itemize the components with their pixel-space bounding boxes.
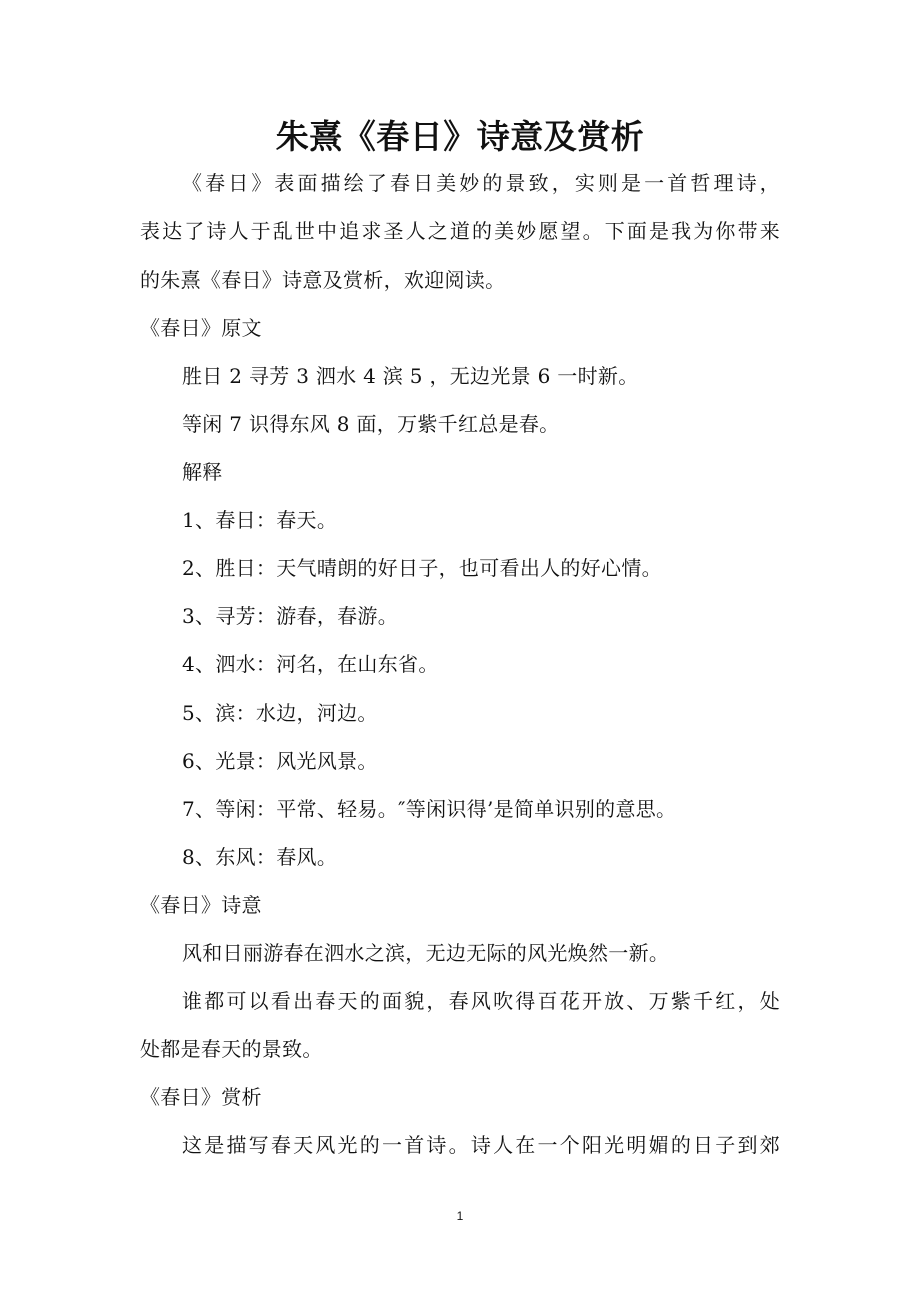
note-item: 7、等闲：平常、轻易。″等闲识得’是简单识别的意思。 [182,797,677,821]
verse-line-2: 等闲 7 识得东风 8 面，万紫千红总是春。 [182,412,560,436]
meaning-paragraph-2-line-1: 谁都可以看出春天的面貌，春风吹得百花开放、万紫千红，处 [182,989,780,1013]
note-item: 5、滨：水边，河边。 [182,701,378,725]
intro-line-1: 《春日》表面描绘了春日美妙的景致，实则是一首哲理诗， [182,171,780,195]
note-item: 8、东风：春风。 [182,845,338,869]
note-item: 1、春日：春天。 [182,508,338,532]
meaning-paragraph-2-line-2: 处都是春天的景致。 [140,1037,323,1061]
meaning-paragraph-1: 风和日丽游春在泗水之滨，无边无际的风光焕然一新。 [182,941,670,965]
analysis-paragraph-1 [140,1122,780,1169]
notes-heading: 解释 [182,460,223,484]
note-item: 2、胜日：天气晴朗的好日子，也可看出人的好心情。 [182,556,662,580]
note-item: 3、寻芳：游春，春游。 [182,604,399,628]
section-heading-meaning: 《春日》诗意 [140,893,262,917]
intro-line-2: 表达了诗人于乱世中追求圣人之道的美妙愿望。下面是我为你带来 [140,219,780,243]
verse-line-1: 胜日 2 寻芳 3 泗水 4 滨 5 ，无边光景 6 一时新。 [182,364,639,388]
analysis-paragraph-1-line-1: 这是描写春天风光的一首诗。诗人在一个阳光明媚的日子到郊 [182,1133,780,1157]
page-number: 1 [456,1209,464,1223]
meaning-paragraph-2 [140,978,780,1025]
section-heading-analysis: 《春日》赏析 [140,1085,262,1109]
intro-line-3: 的朱熹《春日》诗意及赏析，欢迎阅读。 [140,268,506,292]
page-title: 朱熹《春日》诗意及赏析 [275,117,645,156]
intro-paragraph-cont [140,208,780,255]
intro-paragraph [140,160,780,207]
note-item: 6、光景：风光风景。 [182,749,378,773]
note-item: 4、泗水：河名，在山东省。 [182,652,439,676]
section-heading-original: 《春日》原文 [140,316,262,340]
